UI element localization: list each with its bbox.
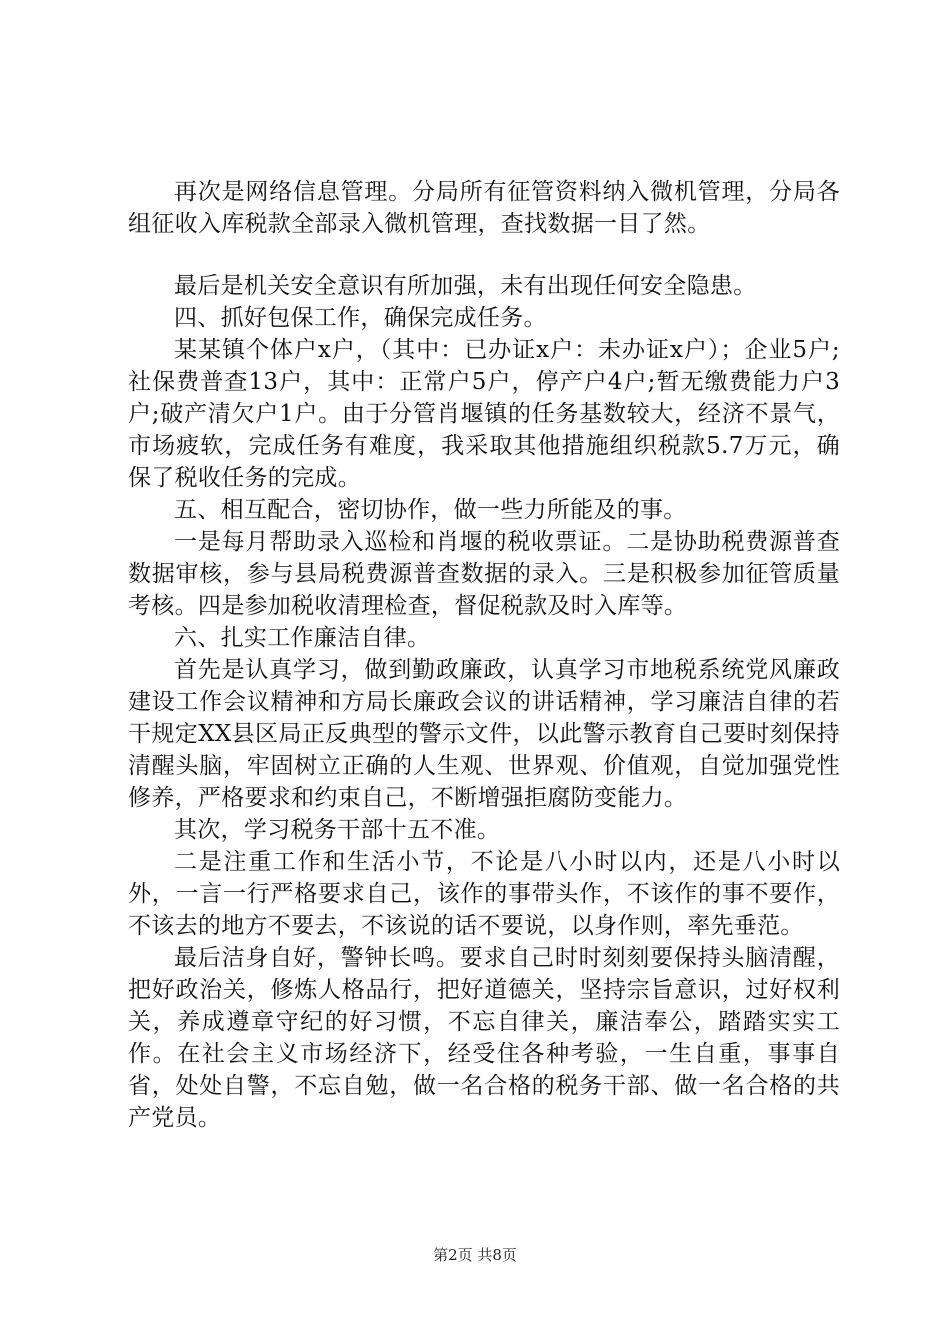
paragraph-study: 首先是认真学习，做到勤政廉政，认真学习市地税系统党风廉政建设工作会议精神和方局长廉政会议的讲话精神，学习廉洁自律的若干规定XX县区局正反典型的警示文件，以此警示教育自己要时刻保持清醒头脑，牢固树立正确的人生观、世界观、价值观，自觉加强党性修养，严格要求和约束自己，不断增强拒腐防变能力。 — [128, 657, 840, 811]
section-heading-6: 六、扎实工作廉洁自律。 — [174, 625, 431, 651]
paragraph-gap — [128, 240, 840, 270]
section-heading-5: 五、相互配合，密切协作，做一些力所能及的事。 — [174, 497, 687, 523]
paragraph-security-awareness: 最后是机关安全意识有所加强，未有出现任何安全隐患。 — [174, 273, 757, 299]
paragraph-cooperation: 一是每月帮助录入巡检和肖堰的税收票证。二是协助税费源普查数据审核，参与县局税费源普查数据的录入。三是积极参加征管质量考核。四是参加税收清理检查，督促税款及时入库等。 — [128, 529, 840, 619]
paragraph-fifteen-rules: 其次，学习税务干部十五不准。 — [174, 817, 501, 843]
paragraph-town-households: 某某镇个体户x户，（其中：已办证x户：未办证x户）；企业5户;社保费普查13户，其中：正常户5户，停产户4户;暂无缴费能力户3户;破产清欠户1户。由于分管肖堰镇的任务基数较大，经济不景气，市场疲软，完成任务有难度，我采取其他措施组织税款5.7万元，确保了税收任务的完成。 — [128, 337, 840, 491]
page-number-footer: 第2页 共8页 — [433, 1246, 517, 1264]
paragraph-self-discipline: 最后洁身自好，警钟长鸣。要求自己时时刻刻要保持头脑清醒，把好政治关，修炼人格品行，把好道德关，坚持宗旨意识，过好权利关，养成遵章守纪的好习惯，不忘自律关，廉洁奉公，踏踏实实工作。在社会主义市场经济下，经受住各种考验，一生自重，事事自省，处处自警，不忘自勉，做一名合格的税务干部、做一名合格的共产党员。 — [128, 945, 840, 1131]
document-body — [128, 176, 840, 1134]
section-heading-4: 四、抓好包保工作，确保完成任务。 — [174, 305, 547, 331]
paragraph-life-details: 二是注重工作和生活小节，不论是八小时以内，还是八小时以外，一言一行严格要求自己，该作的事带头作，不该作的事不要作，不该去的地方不要去，不该说的话不要说，以身作则，率先垂范。 — [128, 849, 840, 939]
paragraph-network-info: 再次是网络信息管理。分局所有征管资料纳入微机管理，分局各组征收入库税款全部录入微机管理，查找数据一目了然。 — [128, 179, 840, 237]
